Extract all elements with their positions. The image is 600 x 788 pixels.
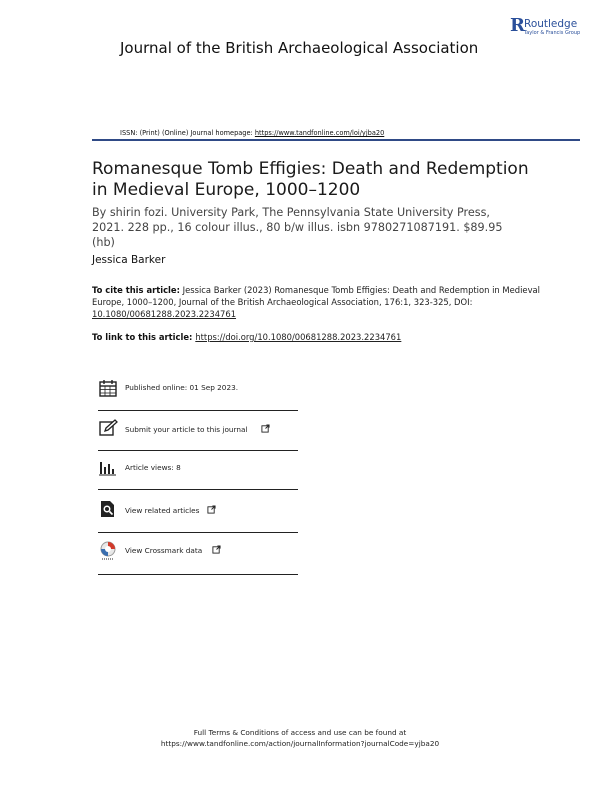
citation-label: To cite this article: <box>92 285 180 295</box>
header-rule <box>92 139 580 141</box>
journal-title: Journal of the British Archaeological Association <box>120 39 479 57</box>
divider <box>98 489 298 490</box>
divider <box>98 410 298 411</box>
divider <box>98 450 298 451</box>
journal-homepage-link[interactable]: https://www.tandfonline.com/loi/yjba20 <box>254 129 385 137</box>
external-link-icon <box>207 505 216 514</box>
citation <box>92 284 542 320</box>
related-articles-label: View related articles <box>125 506 200 515</box>
external-link-icon <box>212 545 221 554</box>
citation-doi-link[interactable]: 10.1080/00681288.2023.2234761 <box>92 309 237 319</box>
crossmark-label: View Crossmark data <box>125 546 203 555</box>
article-doi-link[interactable]: https://doi.org/10.1080/00681288.2023.2234761 <box>195 332 402 342</box>
footer-terms-link[interactable]: https://www.tandfonline.com/action/journalInformation?journalCode=yjba20 <box>160 739 440 748</box>
issn-text: ISSN: (Print) (Online) Journal homepage: <box>120 129 255 137</box>
article-views-count: Article views: 8 <box>125 463 181 472</box>
routledge-r-icon: R <box>510 15 525 36</box>
edit-icon <box>98 418 118 438</box>
book-info: By shirin fozi. University Park, The Pennsylvania State University Press, 2021. 228 pp., 16 colour illus., 80 b/w illus. isbn 9780271087191. $89.95 (hb) <box>92 206 503 249</box>
published-date: Published online: 01 Sep 2023. <box>125 383 239 392</box>
crossmark-icon <box>98 540 118 560</box>
article-link-line <box>92 332 401 342</box>
submit-article-label: Submit your article to this journal <box>125 425 248 434</box>
related-articles-icon <box>98 499 118 519</box>
issn-line <box>120 129 384 137</box>
divider <box>98 574 298 575</box>
crossmark-link[interactable] <box>98 540 298 568</box>
calendar-icon <box>98 378 118 398</box>
divider <box>98 532 298 533</box>
published-row <box>98 378 298 406</box>
author-name: Jessica Barker <box>92 254 166 266</box>
article-title: Romanesque Tomb Effigies: Death and Redemption in Medieval Europe, 1000–1200 <box>92 159 529 200</box>
link-label: To link to this article: <box>92 332 196 342</box>
routledge-logo[interactable] <box>510 16 594 44</box>
related-articles-link[interactable] <box>98 499 298 527</box>
article-views-row <box>98 458 298 486</box>
logo-tagline: Taylor & Francis Group <box>524 30 581 36</box>
logo-name: Routledge <box>524 18 578 30</box>
submit-article-link[interactable] <box>98 418 298 446</box>
footer-terms: Full Terms & Conditions of access and use can be found at <box>193 728 407 737</box>
bar-chart-icon <box>98 458 118 478</box>
external-link-icon <box>261 424 270 433</box>
citation-text: Jessica Barker (2023) Romanesque Tomb Effigies: Death and Redemption in Medieval Europe, 1000–1200, Journal of the British Archaeological Association, 176:1, 323-325, DOI: <box>92 285 540 307</box>
